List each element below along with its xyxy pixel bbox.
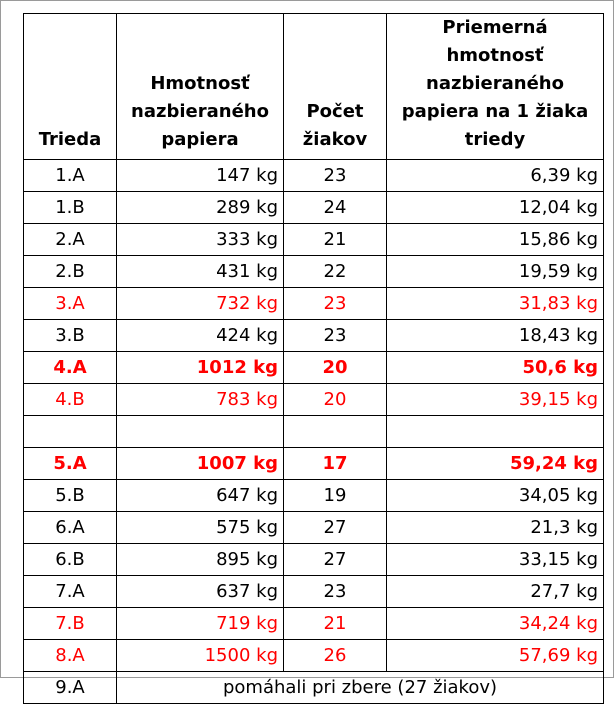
cell-class[interactable]: 4.A xyxy=(24,352,117,384)
cell-mass[interactable]: 424 kg xyxy=(117,320,284,352)
cell-count[interactable]: 26 xyxy=(284,640,387,672)
cell-count[interactable]: 20 xyxy=(284,352,387,384)
header-count[interactable]: Počet žiakov xyxy=(284,14,387,160)
cell-count[interactable]: 24 xyxy=(284,192,387,224)
cell-class[interactable]: 9.A xyxy=(24,672,117,704)
table-row xyxy=(24,224,604,256)
cell-mass[interactable] xyxy=(117,416,284,448)
cell-class[interactable]: 2.A xyxy=(24,224,117,256)
cell-average[interactable]: 39,15 kg xyxy=(387,384,604,416)
cell-class[interactable]: 3.B xyxy=(24,320,117,352)
cell-average[interactable]: 15,86 kg xyxy=(387,224,604,256)
cell-average[interactable]: 34,24 kg xyxy=(387,608,604,640)
cell-average[interactable]: 57,69 kg xyxy=(387,640,604,672)
cell-mass[interactable]: 732 kg xyxy=(117,288,284,320)
cell-average[interactable]: 19,59 kg xyxy=(387,256,604,288)
empty-row xyxy=(24,416,604,448)
table-row xyxy=(24,608,604,640)
cell-count[interactable]: 21 xyxy=(284,224,387,256)
cell-mass[interactable]: 637 kg xyxy=(117,576,284,608)
cell-average[interactable] xyxy=(387,416,604,448)
table-row xyxy=(24,672,604,704)
cell-mass[interactable]: 1007 kg xyxy=(117,448,284,480)
cell-count[interactable] xyxy=(284,416,387,448)
cell-count[interactable]: 23 xyxy=(284,288,387,320)
cell-note[interactable]: pomáhali pri zbere (27 žiakov) xyxy=(117,672,604,704)
cell-mass[interactable]: 575 kg xyxy=(117,512,284,544)
cell-class[interactable]: 5.A xyxy=(24,448,117,480)
cell-count[interactable]: 27 xyxy=(284,544,387,576)
cell-mass[interactable]: 1012 kg xyxy=(117,352,284,384)
cell-count[interactable]: 22 xyxy=(284,256,387,288)
cell-class[interactable]: 8.A xyxy=(24,640,117,672)
cell-count[interactable]: 23 xyxy=(284,160,387,192)
cell-class[interactable]: 4.B xyxy=(24,384,117,416)
table-row xyxy=(24,320,604,352)
cell-class[interactable]: 7.B xyxy=(24,608,117,640)
cell-count[interactable]: 23 xyxy=(284,576,387,608)
table-row xyxy=(24,576,604,608)
table-row xyxy=(24,640,604,672)
cell-class[interactable] xyxy=(24,416,117,448)
table-row xyxy=(24,160,604,192)
cell-average[interactable]: 18,43 kg xyxy=(387,320,604,352)
cell-count[interactable]: 20 xyxy=(284,384,387,416)
cell-class[interactable]: 3.A xyxy=(24,288,117,320)
cell-mass[interactable]: 647 kg xyxy=(117,480,284,512)
cell-class[interactable]: 7.A xyxy=(24,576,117,608)
header-average[interactable]: Priemerná hmotnosť nazbieraného papiera na 1 žiaka triedy xyxy=(387,14,604,160)
table-row xyxy=(24,352,604,384)
cell-average[interactable]: 6,39 kg xyxy=(387,160,604,192)
table-row xyxy=(24,448,604,480)
cell-class[interactable]: 2.B xyxy=(24,256,117,288)
table-row xyxy=(24,192,604,224)
paper-collection-table xyxy=(23,13,604,704)
table-row xyxy=(24,384,604,416)
cell-mass[interactable]: 1500 kg xyxy=(117,640,284,672)
cell-count[interactable]: 23 xyxy=(284,320,387,352)
cell-count[interactable]: 19 xyxy=(284,480,387,512)
table-row xyxy=(24,480,604,512)
cell-average[interactable]: 33,15 kg xyxy=(387,544,604,576)
cell-class[interactable]: 1.A xyxy=(24,160,117,192)
cell-average[interactable]: 21,3 kg xyxy=(387,512,604,544)
cell-mass[interactable]: 147 kg xyxy=(117,160,284,192)
table-row xyxy=(24,256,604,288)
cell-class[interactable]: 6.A xyxy=(24,512,117,544)
cell-class[interactable]: 1.B xyxy=(24,192,117,224)
cell-average[interactable]: 34,05 kg xyxy=(387,480,604,512)
cell-mass[interactable]: 431 kg xyxy=(117,256,284,288)
cell-count[interactable]: 27 xyxy=(284,512,387,544)
cell-average[interactable]: 27,7 kg xyxy=(387,576,604,608)
header-row xyxy=(24,14,604,160)
cell-average[interactable]: 50,6 kg xyxy=(387,352,604,384)
header-class[interactable]: Trieda xyxy=(24,14,117,160)
cell-average[interactable]: 31,83 kg xyxy=(387,288,604,320)
cell-class[interactable]: 5.B xyxy=(24,480,117,512)
cell-mass[interactable]: 783 kg xyxy=(117,384,284,416)
cell-count[interactable]: 17 xyxy=(284,448,387,480)
cell-average[interactable]: 59,24 kg xyxy=(387,448,604,480)
cell-mass[interactable]: 895 kg xyxy=(117,544,284,576)
cell-average[interactable]: 12,04 kg xyxy=(387,192,604,224)
cell-count[interactable]: 21 xyxy=(284,608,387,640)
table-row xyxy=(24,288,604,320)
cell-class[interactable]: 6.B xyxy=(24,544,117,576)
table-row xyxy=(24,544,604,576)
cell-mass[interactable]: 289 kg xyxy=(117,192,284,224)
cell-mass[interactable]: 719 kg xyxy=(117,608,284,640)
header-mass[interactable]: Hmotnosť nazbieraného papiera xyxy=(117,14,284,160)
cell-mass[interactable]: 333 kg xyxy=(117,224,284,256)
table-row xyxy=(24,512,604,544)
